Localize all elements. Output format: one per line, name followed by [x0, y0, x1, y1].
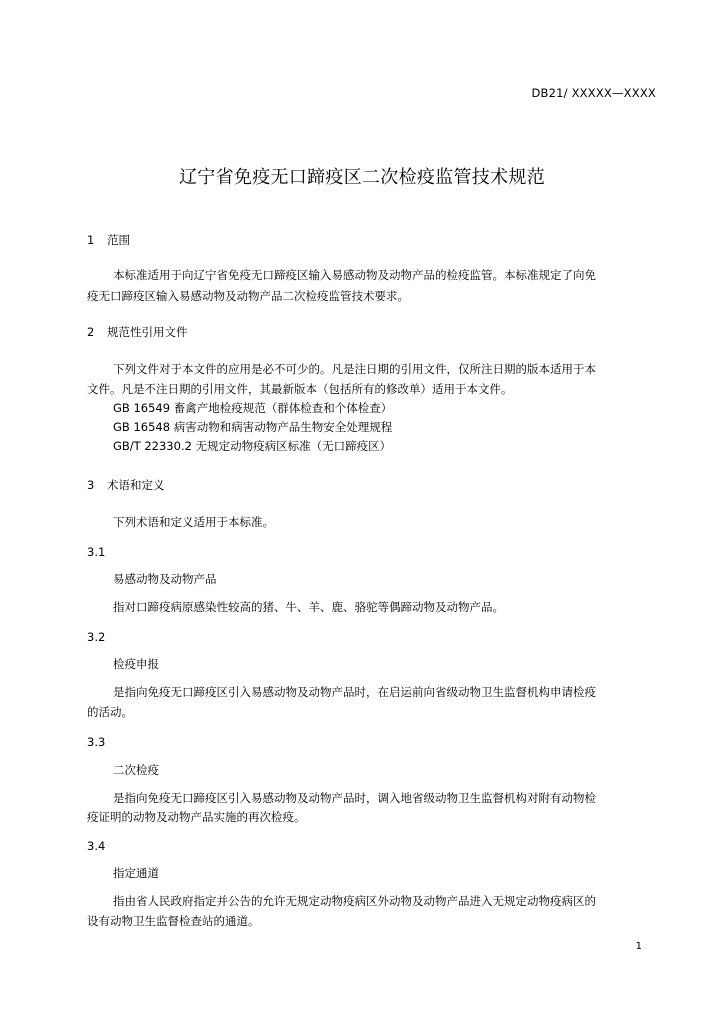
term-definition-line: 的活动。	[87, 705, 133, 719]
term-definition-line: 是指向免疫无口蹄疫区引入易感动物及动物产品时，在启运前向省级动物卫生监督机构申请检疫	[113, 685, 596, 699]
page-number: 1	[635, 941, 642, 952]
term-number: 3.1	[87, 545, 106, 559]
paragraph-line: 下列文件对于本文件的应用是必不可少的。凡是注日期的引用文件，仅所注日期的版本适用于本	[113, 362, 596, 376]
paragraph-line: 文件。凡是不注日期的引用文件，其最新版本（包括所有的修改单）适用于本文件。	[87, 382, 513, 396]
section-number: 2	[87, 325, 95, 339]
section-title: 规范性引用文件	[107, 325, 188, 339]
term-number: 3.2	[87, 630, 106, 644]
term-title: 二次检疫	[113, 763, 159, 777]
reference-item: GB/T 22330.2 无规定动物疫病区标准（无口蹄疫区）	[113, 439, 392, 453]
reference-item: GB 16549 畜禽产地检疫规范（群体检查和个体检查）	[113, 401, 393, 415]
paragraph-line: 疫无口蹄疫区输入易感动物及动物产品二次检疫监管技术要求。	[87, 289, 409, 303]
term-title: 指定通道	[113, 866, 159, 880]
section-title: 术语和定义	[107, 478, 165, 492]
term-number: 3.3	[87, 735, 106, 749]
term-definition-line: 设有动物卫生监督检查站的通道。	[87, 914, 260, 928]
section-heading	[87, 232, 657, 248]
section-title: 范围	[107, 233, 130, 247]
term-definition-line: 指对口蹄疫病原感染性较高的猪、牛、羊、鹿、骆驼等偶蹄动物及动物产品。	[113, 600, 504, 614]
term-title: 检疫申报	[113, 657, 159, 671]
term-definition-line: 是指向免疫无口蹄疫区引入易感动物及动物产品时，调入地省级动物卫生监督机构对附有动物检	[113, 791, 596, 805]
section-number: 3	[87, 478, 95, 492]
document-code: DB21/ XXXXX—XXXX	[531, 86, 656, 100]
section-heading	[87, 324, 657, 340]
term-number: 3.4	[87, 839, 106, 853]
term-definition-line: 指由省人民政府指定并公告的允许无规定动物疫病区外动物及动物产品进入无规定动物疫病区的	[113, 894, 596, 908]
section-heading	[87, 477, 657, 493]
paragraph-line: 本标准适用于向辽宁省免疫无口蹄疫区输入易感动物及动物产品的检疫监管。本标准规定了向免	[113, 268, 596, 282]
term-definition-line: 疫证明的动物及动物产品实施的再次检疫。	[87, 810, 306, 824]
term-title: 易感动物及动物产品	[113, 572, 217, 586]
section-number: 1	[87, 233, 95, 247]
reference-item: GB 16548 病害动物和病害动物产品生物安全处理规程	[113, 420, 393, 434]
paragraph-line: 下列术语和定义适用于本标准。	[113, 515, 274, 529]
document-title: 辽宁省免疫无口蹄疫区二次检疫监管技术规范	[179, 167, 545, 188]
